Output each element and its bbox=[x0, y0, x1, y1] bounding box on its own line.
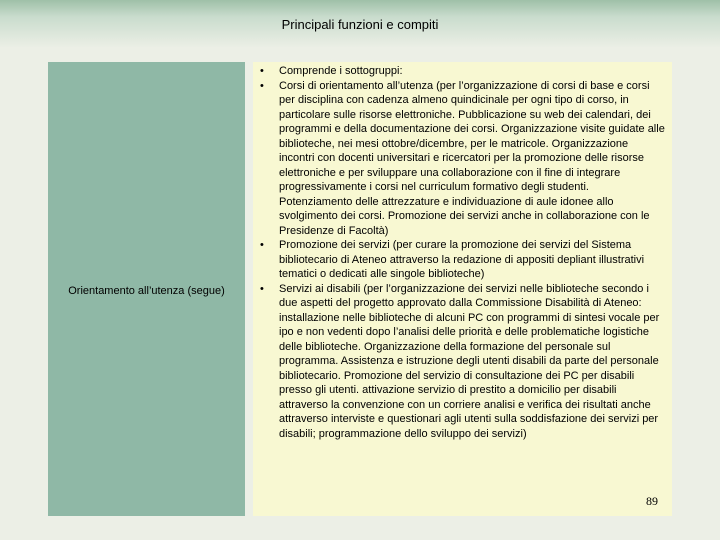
bullet-icon: • bbox=[260, 79, 264, 92]
slide-title: Principali funzioni e compiti bbox=[281, 17, 439, 32]
bullet-item bbox=[259, 238, 665, 282]
bullet-text: Servizi ai disabili (per l’organizzazione dei servizi nelle biblioteche secondo i due aspetti del progetto approvato dalla Commissione Disabilità di Ateneo: installazione nelle biblioteche di alcuni PC con programmi di sintesi vocale per ipo e non vedenti dopo l’analisi delle priorità e delle problematiche logistiche delle biblioteche. Organizzazione della formazione del personale sul programma. Assistenza e istruzione degli utenti disabili da parte del personale bibliotecario. Promozione del servizio di consultazione dei PC per disabili presso gli utenti. attivazione servizio di prestito a domicilio per disabili attraverso la convenzione con un corriere analisi e verifica dei risultati anche attraverso interviste e questionari agli utenti sulla soddisfazione dei servizi per disabili; programmazione dello sviluppo dei servizi) bbox=[279, 282, 660, 440]
row-label-cell bbox=[48, 62, 245, 516]
row-label: Orientamento all’utenza (segue) bbox=[68, 285, 225, 298]
page-number: 89 bbox=[646, 494, 658, 508]
bullet-item bbox=[259, 64, 665, 79]
bullet-list bbox=[259, 64, 665, 441]
bullet-icon: • bbox=[260, 239, 264, 251]
bullet-item bbox=[259, 282, 665, 442]
content-cell bbox=[253, 62, 672, 516]
bullet-icon: • bbox=[260, 282, 264, 295]
bullet-text: Comprende i sottogruppi: bbox=[279, 65, 403, 77]
bullet-text: Corsi di orientamento all’utenza (per l’organizzazione di corsi di base e corsi per disciplina con cadenza almeno quindicinale per ogni tipo di corso, in particolare sulle risorse elettroniche. Pubblicazione su web dei calendari, dei programmi e della documentazione dei corsi. Organizzazione visite guidate alle biblioteche, nei mesi ottobre/dicembre, per le matricole. Organizzazione incontri con docenti universitari e ricercatori per la promozione delle risorse elettroniche e per sviluppare una collaborazione con il fine di integrare progressivamente i corsi nel curriculum formativo degli studenti. Potenziamento delle attrezzature e individuazione di aule idonee allo svolgimento dei corsi. Promozione dei servizi anche in collaborazione con le Presidenze di Facoltà) bbox=[279, 79, 665, 237]
bullet-text: Promozione dei servizi (per curare la promozione dei servizi del Sistema bibliotecario di Ateneo attraverso la redazione di appositi depliant illustrativi tematici o dedicati alle singole biblioteche) bbox=[279, 239, 645, 280]
bullet-icon: • bbox=[260, 65, 264, 77]
bullet-item bbox=[259, 79, 665, 239]
